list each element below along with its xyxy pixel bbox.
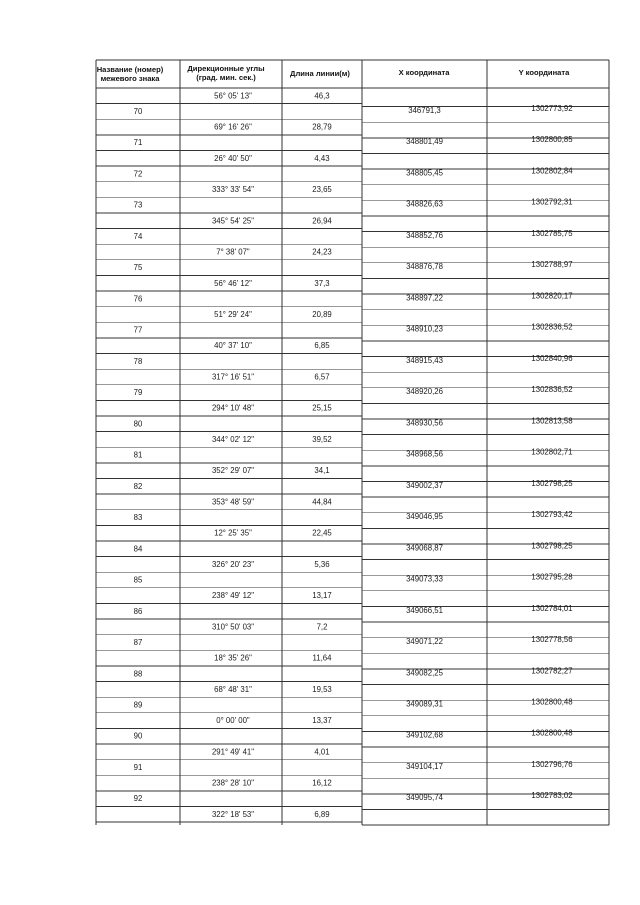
line-length-cell: 46,3 (314, 91, 330, 101)
line-length-cell: 24,23 (312, 247, 332, 257)
header-name-line1: Название (номер) (96, 65, 164, 74)
direction-angle-cell: 326° 20' 23" (211, 559, 255, 569)
point-name-cell: 74 (133, 231, 143, 241)
x-coordinate-cell: 348897,22 (406, 293, 443, 303)
x-coordinate-cell: 348930,56 (406, 418, 443, 428)
header-name-line2: межевого знака (100, 74, 160, 83)
y-coordinate-cell: 1302840,96 (531, 353, 573, 363)
x-coordinate-cell: 349066,51 (406, 605, 443, 615)
direction-angle-cell: 344° 02' 12" (211, 434, 255, 444)
y-coordinate-cell: 1302820,17 (531, 291, 573, 301)
point-name-cell: 76 (133, 294, 143, 304)
point-name-cell: 92 (133, 794, 143, 804)
x-coordinate-cell: 348910,23 (406, 324, 443, 334)
direction-angle-cell: 56° 05' 13" (214, 91, 252, 101)
line-length-cell: 16,12 (312, 778, 332, 788)
point-name-cell: 82 (133, 481, 143, 491)
point-name-cell: 86 (133, 606, 143, 616)
x-coordinate-cell: 348801,49 (406, 137, 443, 147)
point-name-cell: 73 (133, 200, 143, 210)
header-angle-line1: Дирекционные углы (187, 64, 265, 73)
point-name-cell: 75 (133, 263, 143, 273)
direction-angle-cell: 51° 29' 24" (214, 309, 252, 319)
point-name-cell: 70 (133, 106, 143, 116)
header-y: Y координата (518, 68, 570, 77)
direction-angle-cell: 294° 10' 48" (211, 403, 255, 413)
x-coordinate-cell: 349002,37 (406, 480, 443, 490)
direction-angle-cell: 26° 40' 50" (214, 153, 252, 163)
line-length-cell: 7,2 (316, 622, 328, 632)
point-name-cell: 87 (133, 638, 143, 648)
x-coordinate-cell: 348968,56 (406, 449, 443, 459)
point-name-cell: 89 (133, 700, 143, 710)
header-x: X координата (398, 68, 450, 77)
line-length-cell: 6,85 (314, 341, 330, 351)
header-length: Длина линии(м) (290, 69, 350, 78)
line-length-cell: 20,89 (312, 309, 332, 319)
y-coordinate-cell: 1302800,85 (531, 135, 573, 145)
point-name-cell: 91 (133, 762, 143, 772)
direction-angle-cell: 238° 28' 10" (211, 778, 255, 788)
y-coordinate-cell: 1302788,97 (531, 260, 573, 270)
y-coordinate-cell: 1302792,31 (531, 197, 573, 207)
line-length-cell: 13,37 (312, 716, 332, 726)
y-coordinate-cell: 1302802,84 (531, 166, 573, 176)
line-length-cell: 28,79 (312, 122, 332, 132)
y-coordinate-cell: 1302795,28 (531, 572, 573, 582)
direction-angle-cell: 291° 49' 41" (211, 747, 255, 757)
table-header (97, 64, 570, 83)
x-coordinate-cell: 348852,76 (406, 230, 443, 240)
line-length-cell: 19,53 (312, 684, 332, 694)
x-coordinate-cell: 349102,68 (406, 730, 443, 740)
y-coordinate-cell: 1302773,92 (531, 103, 573, 113)
y-coordinate-cell: 1302796,76 (531, 759, 573, 769)
line-length-cell: 22,45 (312, 528, 332, 538)
direction-angle-cell: 322° 18' 53" (211, 809, 255, 819)
direction-angle-cell: 7° 38' 07" (216, 247, 250, 257)
x-coordinate-cell: 348826,63 (406, 199, 443, 209)
line-length-cell: 26,94 (312, 216, 332, 226)
point-name-cell: 84 (133, 544, 143, 554)
point-name-cell: 88 (133, 669, 143, 679)
direction-angle-cell: 310° 50' 03" (211, 622, 255, 632)
line-length-cell: 44,84 (312, 497, 332, 507)
y-coordinate-cell: 1302802,71 (531, 447, 573, 457)
header-angle-line2: (град. мин. сек.) (196, 73, 256, 82)
direction-angle-cell: 238° 49' 12" (211, 591, 255, 601)
point-name-cell: 77 (133, 325, 143, 335)
direction-angle-cell: 0° 00' 00" (216, 716, 250, 726)
y-coordinate-cell: 1302785,75 (531, 228, 573, 238)
line-length-cell: 6,89 (314, 809, 330, 819)
x-coordinate-cell: 346791,3 (408, 105, 441, 115)
direction-angle-cell: 68° 48' 31" (214, 684, 252, 694)
line-length-cell: 5,36 (314, 559, 330, 569)
line-length-cell: 13,17 (312, 591, 332, 601)
point-name-cell: 83 (133, 513, 143, 523)
y-coordinate-cell: 1302782,27 (531, 666, 573, 676)
point-name-cell: 78 (133, 356, 143, 366)
x-coordinate-cell: 349095,74 (406, 793, 443, 803)
y-coordinate-cell: 1302800,48 (531, 728, 573, 738)
y-coordinate-cell: 1302793,42 (531, 510, 573, 520)
x-coordinate-cell: 348876,78 (406, 262, 443, 272)
point-name-cell: 71 (133, 138, 143, 148)
y-coordinate-cell: 1302798,25 (531, 478, 573, 488)
line-length-cell: 37,3 (314, 278, 330, 288)
line-length-cell: 23,65 (312, 185, 332, 195)
x-coordinate-cell: 348805,45 (406, 168, 443, 178)
y-coordinate-cell: 1302800,48 (531, 697, 573, 707)
direction-angle-cell: 345° 54' 25" (211, 216, 255, 226)
point-name-cell: 81 (133, 450, 143, 460)
line-length-cell: 4,43 (314, 153, 330, 163)
direction-angle-cell: 352° 29' 07" (211, 466, 255, 476)
x-coordinate-cell: 349068,87 (406, 543, 443, 553)
y-coordinate-cell: 1302813,58 (531, 416, 573, 426)
x-coordinate-cell: 349082,25 (406, 668, 443, 678)
x-coordinate-cell: 348915,43 (406, 355, 443, 365)
line-length-cell: 11,64 (312, 653, 332, 663)
y-coordinate-cell: 1302784,01 (531, 603, 573, 613)
y-coordinate-cell: 1302836,52 (531, 322, 573, 332)
x-coordinate-cell: 349073,33 (406, 574, 443, 584)
direction-angle-cell: 333° 33' 54" (211, 185, 255, 195)
line-length-cell: 6,57 (314, 372, 330, 382)
direction-angle-cell: 12° 25' 35" (214, 528, 252, 538)
line-length-cell: 4,01 (314, 747, 330, 757)
line-length-cell: 25,15 (312, 403, 332, 413)
direction-angle-cell: 18° 35' 26" (214, 653, 252, 663)
point-name-cell: 80 (133, 419, 143, 429)
point-name-cell: 90 (133, 731, 143, 741)
x-coordinate-cell: 349104,17 (406, 761, 443, 771)
y-coordinate-cell: 1302783,02 (531, 791, 573, 801)
x-coordinate-cell: 349071,22 (406, 637, 443, 647)
point-name-cell: 85 (133, 575, 143, 585)
point-name-cell: 72 (133, 169, 143, 179)
line-length-cell: 39,52 (312, 434, 332, 444)
direction-angle-cell: 317° 16' 51" (211, 372, 255, 382)
y-coordinate-cell: 1302798,25 (531, 541, 573, 551)
x-coordinate-cell: 349046,95 (406, 512, 443, 522)
direction-angle-cell: 40° 37' 10" (214, 341, 252, 351)
line-length-cell: 34,1 (314, 466, 330, 476)
direction-angle-cell: 353° 48' 59" (211, 497, 255, 507)
y-coordinate-cell: 1302778,56 (531, 635, 573, 645)
point-name-cell: 79 (133, 388, 143, 398)
y-coordinate-cell: 1302836,52 (531, 385, 573, 395)
direction-angle-cell: 56° 46' 12" (214, 278, 252, 288)
x-coordinate-cell: 349089,31 (406, 699, 443, 709)
direction-angle-cell: 69° 16' 26" (214, 122, 252, 132)
x-coordinate-cell: 348920,26 (406, 387, 443, 397)
